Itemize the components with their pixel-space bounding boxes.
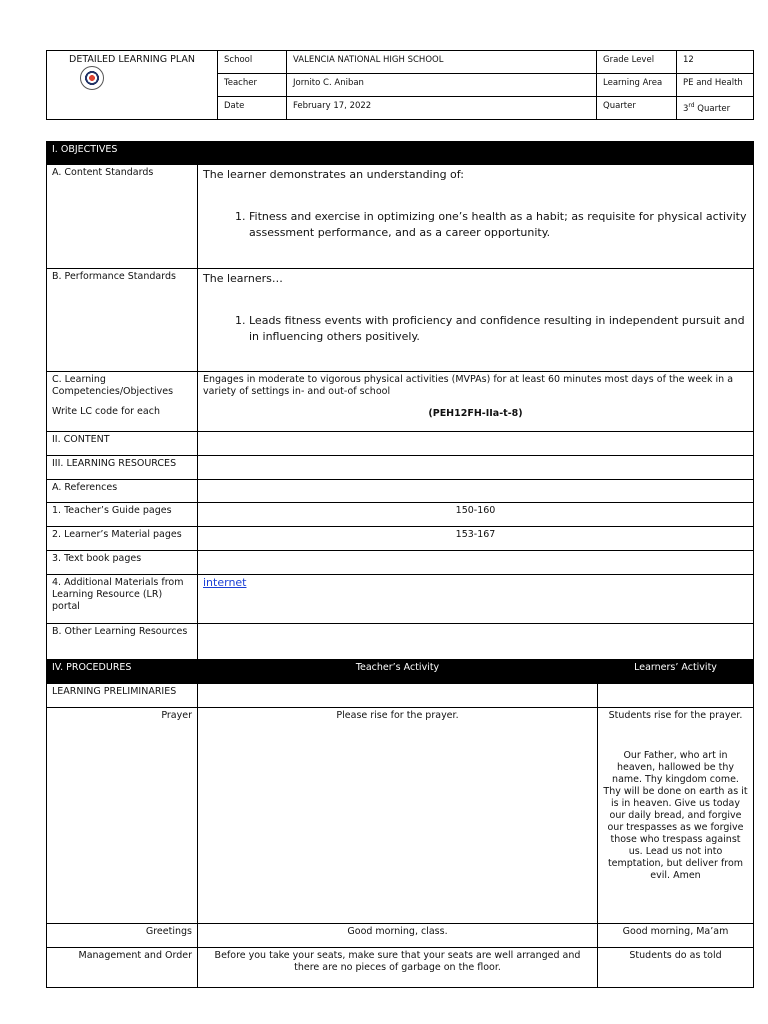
internet-link[interactable]: internet [203,576,247,589]
other-resources-label: B. Other Learning Resources [47,624,198,660]
greetings-label: Greetings [47,924,198,948]
deped-seal-icon [80,66,104,90]
performance-standards-cell [198,269,754,372]
procedures-heading: IV. PROCEDURES [47,660,198,684]
competencies-label: C. Learning Competencies/Objectives [52,374,174,397]
textbook-blank [198,551,754,575]
prayer-text: Our Father, who art in heaven, hallowed be thy name. Thy kingdom come. Thy will be done on earth as it is in heaven. Give us today our daily bread, and forgive our trespasses as we forgive those who trespass against us. Lead us not into temptation, but deliver from evil. Amen [603,750,748,881]
grade-value: 12 [677,51,754,74]
performance-standards-intro: The learners… [203,272,283,285]
plan-title: DETAILED LEARNING PLAN [69,54,195,65]
learners-material-label: 2. Learner’s Material pages [47,527,198,551]
resources-heading: III. LEARNING RESOURCES [47,456,198,480]
prayer-label: Prayer [47,708,198,924]
area-value: PE and Health [677,74,754,97]
prayer-teacher: Please rise for the prayer. [198,708,598,924]
preliminaries-label: LEARNING PRELIMINARIES [47,684,198,708]
performance-standards-item: 1. Leads fitness events with proficiency and confidence resulting in independent pursuit and in influencing others positively. [249,313,748,345]
quarter-num: 3 [683,103,689,114]
resources-heading-blank [198,456,754,480]
competencies-cell [198,372,754,432]
quarter-word: Quarter [694,103,731,114]
additional-materials-cell [198,575,754,624]
content-value [198,432,754,456]
content-standards-label: A. Content Standards [47,165,198,269]
competencies-text: Engages in moderate to vigorous physical activities (MVPAs) for at least 60 minutes most days of the week in a variety of settings in- and out-of school [203,374,734,397]
teacher-value: Jornito C. Aniban [287,74,597,97]
prayer-learner-top: Students rise for the prayer. [608,710,743,721]
teacher-activity-heading: Teacher’s Activity [198,660,598,684]
greetings-teacher: Good morning, class. [198,924,598,948]
references-label: A. References [47,480,198,503]
date-label: Date [218,97,287,120]
content-standards-item: 1. Fitness and exercise in optimizing one’s health as a habit; as requisite for physical activity assessment performance, and as a career opportunity. [249,209,748,241]
competencies-label-cell [47,372,198,432]
content-standards-cell [198,165,754,269]
performance-standards-label: B. Performance Standards [47,269,198,372]
learner-activity-heading: Learners’ Activity [598,660,754,684]
lc-code: (PEH12FH-IIa-t-8) [428,408,523,419]
school-label: School [218,51,287,74]
preliminaries-teacher-blank [198,684,598,708]
learners-material-value: 153-167 [198,527,754,551]
area-label: Learning Area [597,74,677,97]
quarter-value [677,97,754,120]
header-table [46,50,754,120]
plan-title-cell [47,51,218,120]
content-standards-intro: The learner demonstrates an understanding of: [203,168,464,181]
references-blank [198,480,754,503]
teachers-guide-label: 1. Teacher’s Guide pages [47,503,198,527]
school-value: VALENCIA NATIONAL HIGH SCHOOL [287,51,597,74]
content-label: II. CONTENT [47,432,198,456]
management-label: Management and Order [47,948,198,988]
date-value: February 17, 2022 [287,97,597,120]
lc-code-label: Write LC code for each [52,406,160,417]
textbook-label: 3. Text book pages [47,551,198,575]
quarter-label: Quarter [597,97,677,120]
prayer-learner-cell [598,708,754,924]
preliminaries-learner-blank [598,684,754,708]
objectives-heading: I. OBJECTIVES [47,142,754,165]
grade-label: Grade Level [597,51,677,74]
plan-table [46,141,754,988]
teacher-label: Teacher [218,74,287,97]
management-learner: Students do as told [598,948,754,988]
teachers-guide-value: 150-160 [198,503,754,527]
management-teacher: Before you take your seats, make sure that your seats are well arranged and there are no pieces of garbage on the floor. [198,948,598,988]
additional-materials-label: 4. Additional Materials from Learning Resource (LR) portal [47,575,198,624]
greetings-learner: Good morning, Ma’am [598,924,754,948]
other-resources-blank [198,624,754,660]
quarter-sup: rd [688,102,695,109]
